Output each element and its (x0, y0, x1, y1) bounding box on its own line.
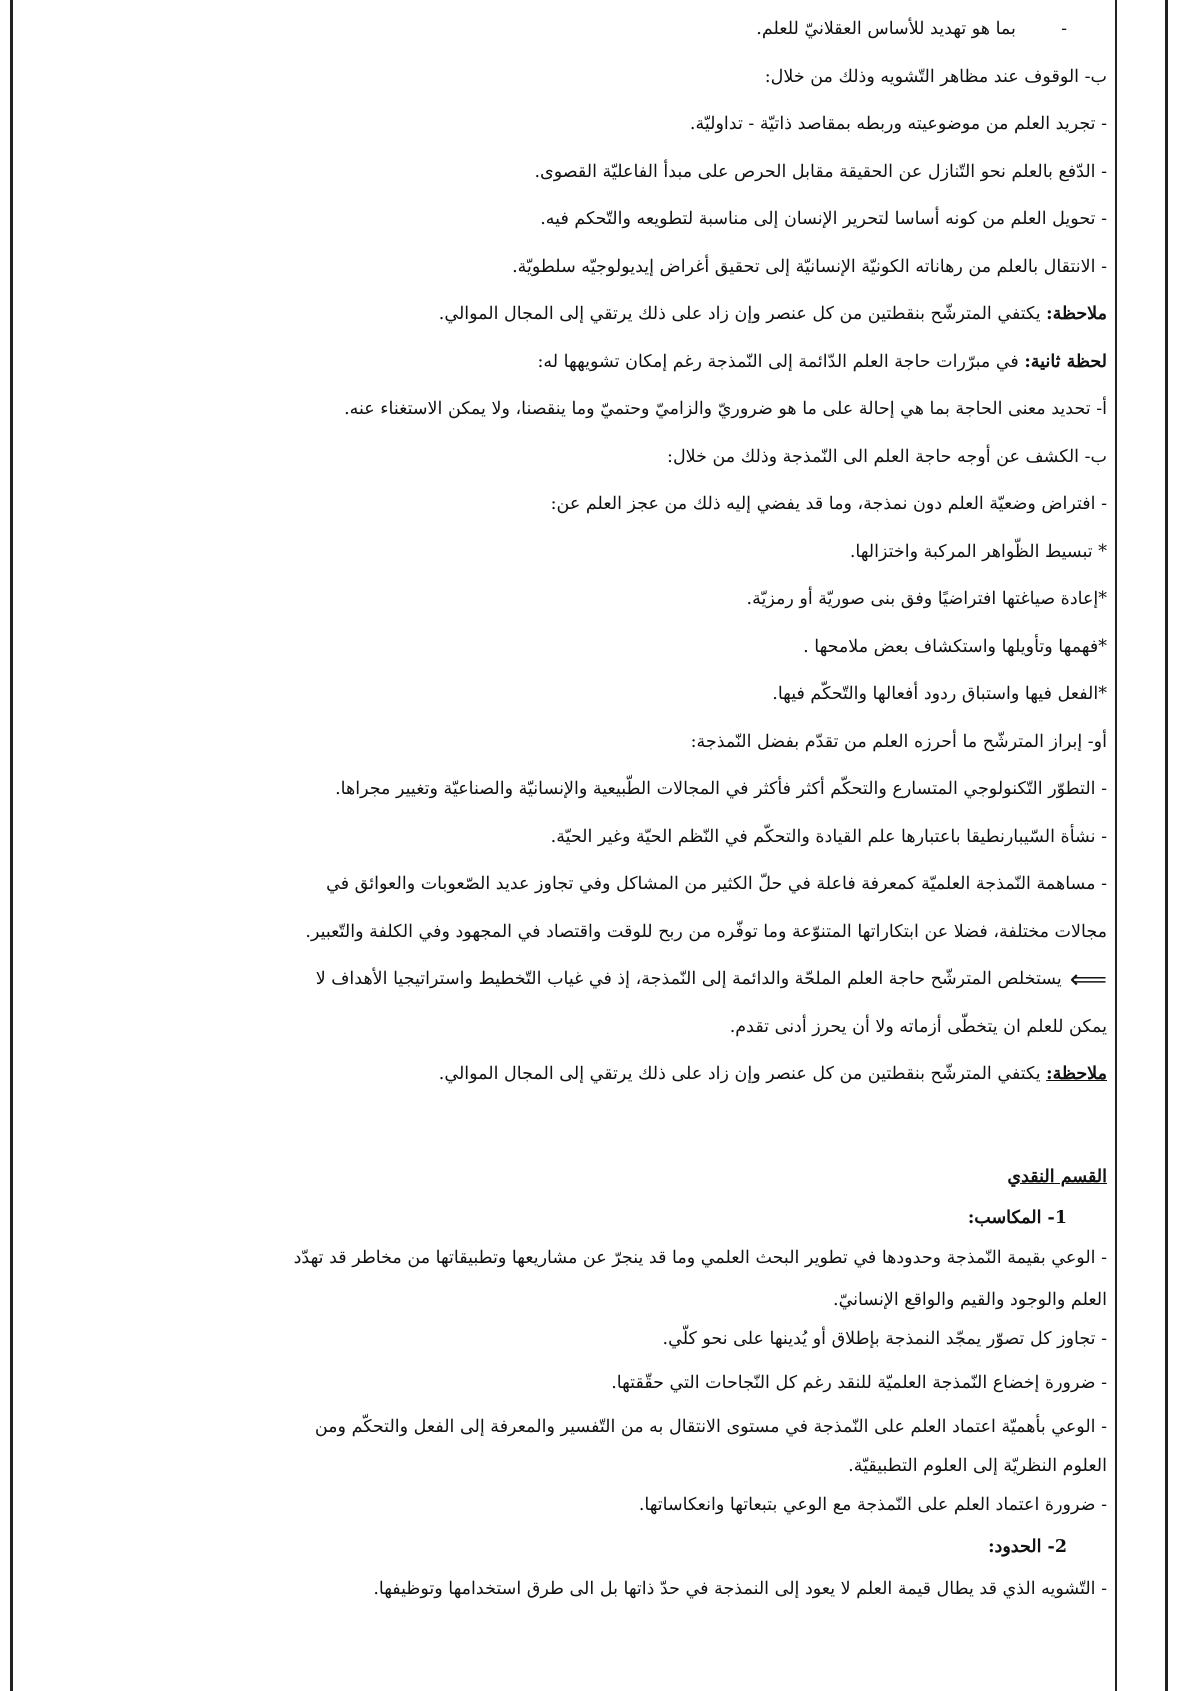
text-line: - التطوّر التّكنولوجي المتسارع والتحكّم أكثر فأكثر في المجالات الطّبيعية والإنسانيّة والصناعيّة وتغيير مجراها. (335, 779, 1107, 799)
text-line: *الفعل فيها واستباق ردود أفعالها والتّحكّم فيها. (772, 684, 1107, 704)
note-line (27, 291, 1107, 339)
line-text: يستخلص المترشّح حاجة العلم الملحّة والدائمة إلى النّمذجة، إذ في غياب التّخطيط واستراتيجيا الأهداف لا (315, 969, 1062, 989)
line-text: يكتفي المترشّح بنقطتين من كل عنصر وإن زاد على ذلك يرتقي إلى المجال الموالي. (438, 304, 1047, 324)
critical-section-heading: القسم النقدي (1007, 1166, 1107, 1187)
line-text: في مبرّرات حاجة العلم الدّائمة إلى النّمذجة رغم إمكان تشويهها له: (537, 351, 1025, 372)
text-line: ب- الوقوف عند مظاهر التّشويه وذلك من خلال: (764, 66, 1107, 87)
text-line: أو- إبراز المترشّح ما أحرزه العلم من تقدّم بفضل النّمذجة: (690, 731, 1107, 752)
gains-heading: 1- المكاسب: (967, 1208, 1067, 1228)
double-arrow-icon: ⟸ (1069, 964, 1107, 995)
text-line: - نشأة السّيبارنطيقا باعتبارها علم القيادة والتحكّم في النّظم الحيّة وغير الحيّة. (550, 826, 1107, 847)
text-line: *إعادة صياغتها افتراضيًا وفق بنى صوريّة أو رمزيّة. (746, 589, 1107, 609)
text-line: *فهمها وتأويلها واستكشاف بعض ملامحها . (803, 636, 1107, 657)
margin-column (1115, 0, 1165, 1691)
text-line: * تبسيط الظّواهر المركبة واختزالها. (849, 541, 1107, 562)
note-line (27, 1051, 1107, 1099)
text-line: - افتراض وضعيّة العلم دون نمذجة، وما قد يفضي إليه ذلك من عجز العلم عن: (550, 494, 1107, 514)
text-line: - الدّفع بالعلم نحو التّنازل عن الحقيقة مقابل الحرص على مبدأ الفاعليّة القصوى. (534, 161, 1107, 182)
line-text: بما هو تهديد للأساس العقلانيّ للعلم. (756, 19, 1016, 39)
gains-item: - ضرورة إخضاع النّمذجة العلميّة للنقد رغم كل النّجاحات التي حقّقتها. (611, 1372, 1107, 1393)
page-frame (10, 0, 1168, 1691)
note-label: ملاحظة: (1046, 1064, 1107, 1084)
text-line: - مساهمة النّمذجة العلميّة كمعرفة فاعلة في حلّ الكثير من المشاكل وفي تجاوز عديد الصّعوبات والعوائق في (326, 874, 1107, 894)
gains-item: - الوعي بقيمة النّمذجة وحدودها في تطوير البحث العلمي وما قد ينجرّ عن مشاريعها وتطبيقاتها من مخاطر قد تهدّد (293, 1248, 1107, 1268)
text-line: - تحويل العلم من كونه أساسا لتحرير الإنسان إلى مناسبة لتطويعه والتّحكم فيه. (540, 209, 1107, 229)
text-line: - تجريد العلم من موضوعيته وربطه بمقاصد ذاتيّة - تداوليّة. (689, 114, 1107, 134)
text-line (27, 6, 1107, 54)
gains-item: العلم والوجود والقيم والواقع الإنسانيّ. (833, 1289, 1107, 1310)
line-text: يكتفي المترشّح بنقطتين من كل عنصر وإن زاد على ذلك يرتقي إلى المجال الموالي. (438, 1064, 1047, 1084)
text-line: ب- الكشف عن أوجه حاجة العلم الى النّمذجة وذلك من خلال: (667, 446, 1107, 467)
dash-marker: - (1061, 19, 1067, 39)
gains-item: العلوم النظريّة إلى العلوم التطبيقيّة. (848, 1455, 1107, 1476)
spacer (27, 1099, 1107, 1154)
gains-item: - ضرورة اعتماد العلم على النّمذجة مع الوعي بتبعاتها وانعكاساتها. (638, 1494, 1107, 1515)
section-line (27, 339, 1107, 387)
limits-heading: 2- الحدود: (988, 1536, 1067, 1557)
note-label: ملاحظة: (1046, 304, 1107, 324)
text-line: مجالات مختلفة، فضلا عن ابتكاراتها المتنوّعة وما توفّره من ربح للوقت واقتصاد في المجهود وفي الكلفة والتّعبير. (305, 921, 1107, 942)
text-line: - الانتقال بالعلم من رهاناته الكونيّة الإنسانيّة إلى تحقيق أغراض إيديولوجيّه سلطويّة. (512, 256, 1107, 277)
document-body (27, 6, 1107, 1611)
text-line: يمكن للعلم ان يتخطّى أزماته ولا أن يحرز أدنى تقدم. (729, 1016, 1107, 1037)
conclusion-line (27, 956, 1107, 1004)
limits-item: - التّشويه الذي قد يطال قيمة العلم لا يعود إلى النمذجة في حدّ ذاتها بل الى طرق استخدامها وتوظيفها. (373, 1578, 1107, 1599)
text-line: أ- تحديد معنى الحاجة بما هي إحالة على ما هو ضروريّ والزاميّ وحتميّ وما ينقصنا، ولا يمكن الاستغناء عنه. (344, 399, 1107, 419)
section-label: لحظة ثانية: (1024, 351, 1107, 372)
gains-item: - الوعي بأهميّة اعتماد العلم على النّمذجة في مستوى الانتقال به من التّفسير والمعرفة إلى الفعل والتحكّم ومن (314, 1416, 1107, 1437)
gains-item: - تجاوز كل تصوّر يمجّد النمذجة بإطلاق أو يُدينها على نحو كلّي. (662, 1328, 1107, 1349)
